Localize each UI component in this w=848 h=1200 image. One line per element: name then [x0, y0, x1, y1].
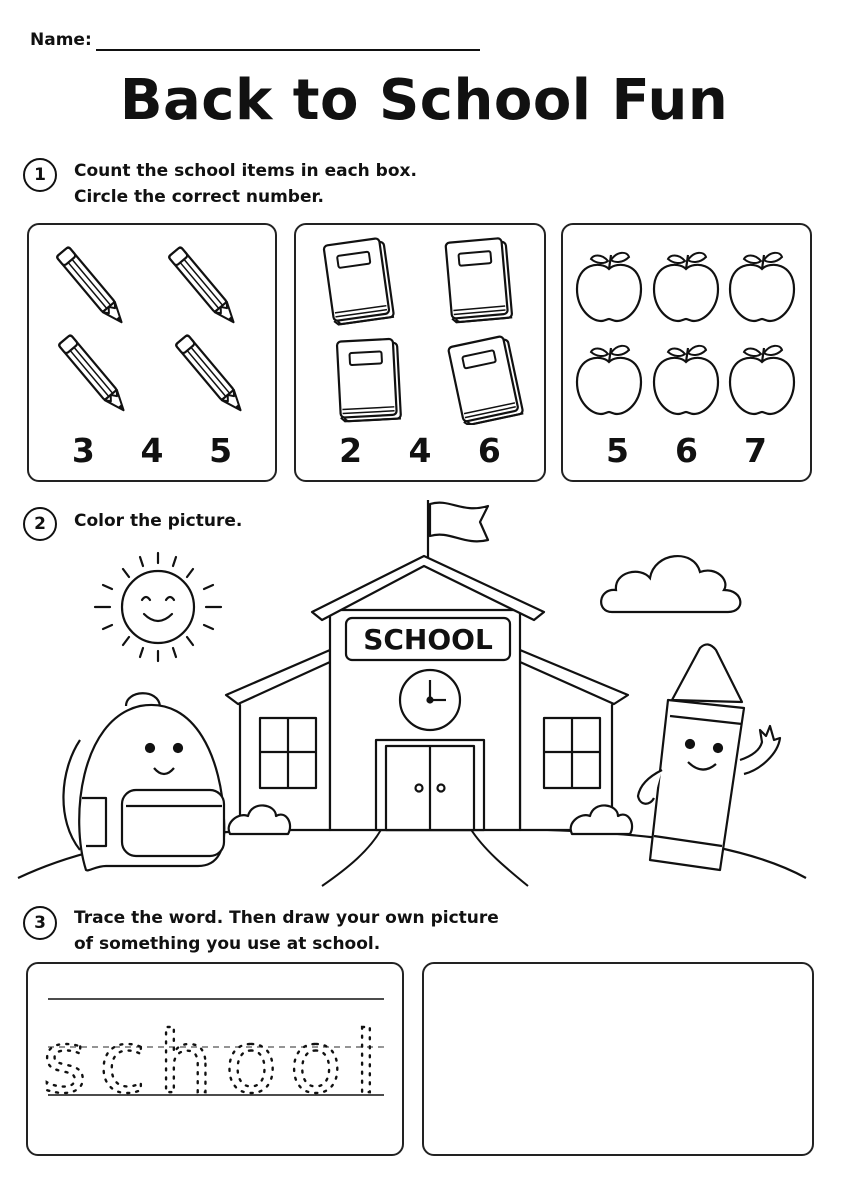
trace-word-box[interactable]: [26, 962, 404, 1156]
books-group: [296, 225, 544, 425]
count-box-books: [294, 223, 546, 482]
book-icon: [445, 238, 512, 323]
count-box-apples: [561, 223, 812, 482]
step-1-instruction-line-2: Circle the correct number.: [74, 187, 324, 207]
apple-icon: [730, 346, 794, 414]
step-1-instruction-line-1: Count the school items in each box.: [74, 161, 417, 181]
school-building: [226, 500, 632, 834]
apple-icon: [730, 253, 794, 321]
step-3-instruction: [74, 905, 499, 957]
choice-number[interactable]: 4: [408, 431, 432, 470]
backpack-icon: [63, 693, 224, 870]
pencil-icon: [175, 335, 246, 416]
sun-icon: [95, 553, 221, 661]
pencils-group: [29, 225, 275, 425]
choice-number[interactable]: 6: [477, 431, 501, 470]
crayon-icon: [638, 644, 780, 870]
step-1-instruction: [74, 158, 417, 210]
book-icon: [337, 339, 401, 422]
choice-number[interactable]: 5: [209, 431, 233, 470]
choice-number[interactable]: 6: [675, 431, 698, 470]
choice-number[interactable]: 7: [744, 431, 767, 470]
step-3-instruction-line-1: Trace the word. Then draw your own picture: [74, 908, 499, 928]
number-choices: [29, 431, 275, 470]
apple-icon: [654, 253, 718, 321]
choice-number[interactable]: 2: [339, 431, 363, 470]
book-icon: [323, 238, 394, 326]
step-1-badge: 1: [23, 158, 57, 192]
draw-picture-box[interactable]: [422, 962, 814, 1156]
apples-group: [563, 225, 810, 425]
step-2-instruction: Color the picture.: [74, 511, 243, 531]
coloring-picture[interactable]: [0, 495, 848, 895]
number-choices: [296, 431, 544, 470]
count-box-pencils: [27, 223, 277, 482]
trace-word-text: school: [42, 1013, 390, 1113]
name-write-line[interactable]: [96, 49, 480, 51]
pencil-icon: [168, 247, 239, 328]
school-sign-text: SCHOOL: [363, 623, 493, 656]
handwriting-lines: [28, 964, 402, 1154]
step-3-instruction-line-2: of something you use at school.: [74, 934, 381, 954]
name-label: Name:: [30, 30, 92, 50]
number-choices: [563, 431, 810, 470]
apple-icon: [654, 346, 718, 414]
step-2-badge: 2: [23, 507, 57, 541]
pencil-icon: [58, 335, 129, 416]
page-title: Back to School Fun: [119, 68, 729, 133]
path-line: [322, 828, 528, 886]
cloud-icon: [601, 556, 740, 612]
apple-icon: [577, 253, 641, 321]
step-3-badge: 3: [23, 906, 57, 940]
choice-number[interactable]: 4: [140, 431, 164, 470]
book-icon: [448, 335, 523, 425]
apple-icon: [577, 346, 641, 414]
choice-number[interactable]: 3: [71, 431, 95, 470]
pencil-icon: [56, 247, 127, 328]
choice-number[interactable]: 5: [606, 431, 629, 470]
